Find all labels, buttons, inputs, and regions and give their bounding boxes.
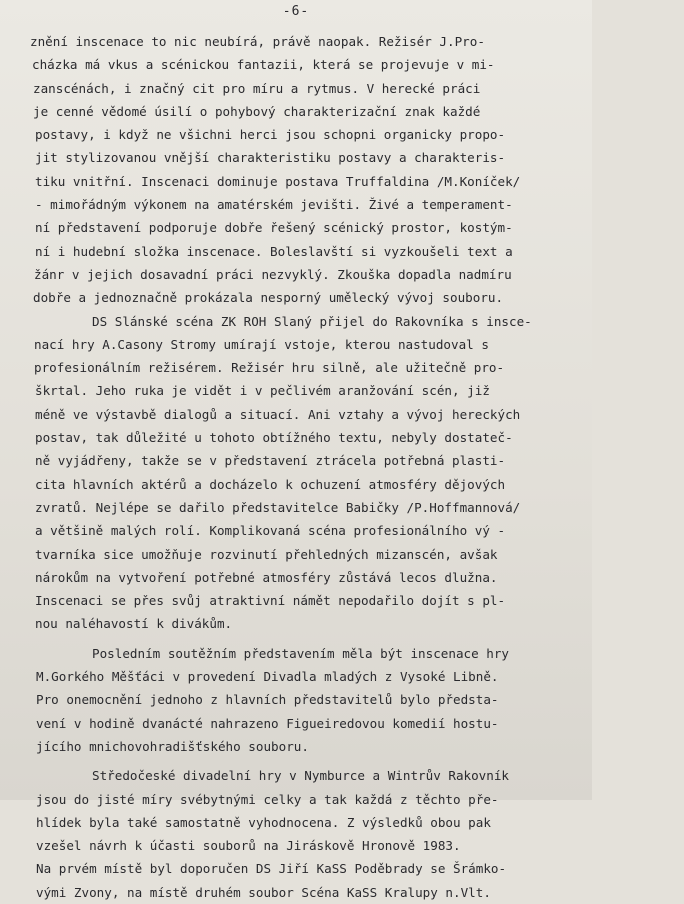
page-number: -6- bbox=[282, 4, 310, 19]
text-line: postav, tak důležité u tohoto obtížného textu, nebyly dostateč- bbox=[35, 430, 513, 446]
text-line: profesionálním režisérem. Režisér hru silně, ale užitečně pro- bbox=[34, 360, 505, 376]
text-line: - mimořádným výkonem na amatérském jevišti. Živé a temperament- bbox=[35, 197, 513, 213]
text-line: cita hlavních aktérů a docházelo k ochuzení atmosféry dějových bbox=[35, 476, 506, 492]
text-line: ní představení podporuje dobře řešený scénický prostor, kostým- bbox=[35, 220, 513, 236]
text-line: nací hry A.Casony Stromy umírají vstoje, kterou nastudoval s bbox=[34, 336, 489, 352]
text-line: cházka má vkus a scénickou fantazii, která se projevuje v mi- bbox=[32, 57, 495, 73]
text-line: Inscenaci se přes svůj atraktivní námět nepodařilo dojít s pl- bbox=[35, 593, 506, 609]
text-line: Pro onemocnění jednoho z hlavních představitelů bylo předsta- bbox=[36, 692, 499, 708]
text-line: hlídek byla také samostatně vyhodnocena. Z výsledků obou pak bbox=[36, 814, 491, 830]
text-line: je cenné vědomé úsilí o pohybový charakterizační znak každé bbox=[33, 103, 481, 119]
text-line: nou naléhavostí k divákům. bbox=[35, 616, 233, 632]
text-line: vými Zvony, na místě druhém soubor Scéna KaSS Kralupy n.Vlt. bbox=[36, 884, 491, 900]
text-line: a většině malých rolí. Komplikovaná scéna profesionálního vý - bbox=[35, 523, 506, 539]
text-line: zvratů. Nejlépe se dařilo představitelce Babičky /P.Hoffmannová/ bbox=[35, 499, 521, 515]
text-line: méně ve výstavbě dialogů a situací. Ani vztahy a vývoj hereckých bbox=[35, 406, 521, 422]
text-line: dobře a jednoznačně prokázala nesporný umělecký vývoj souboru. bbox=[33, 290, 504, 306]
text-body bbox=[0, 30, 592, 904]
text-line: tvarníka sice umožňuje rozvinutí přehledných mizanscén, avšak bbox=[35, 546, 498, 562]
text-line: vzešel návrh k účasti souborů na Jiráskově Hronově 1983. bbox=[36, 838, 461, 854]
text-line: Středočeské divadelní hry v Nymburce a Wintrův Rakovník bbox=[92, 768, 510, 784]
text-line: Na prvém místě byl doporučen DS Jiří KaSS Poděbrady se Šrámko- bbox=[36, 861, 507, 877]
text-line: nárokům na vytvoření potřebné atmosféry zůstává lecos dlužna. bbox=[35, 569, 498, 585]
text-line: zanscénách, i značný cit pro míru a rytmus. V herecké práci bbox=[33, 80, 481, 96]
text-line: jícího mnichovohradišťského souboru. bbox=[36, 738, 309, 754]
text-line: postavy, i když ne všichni herci jsou schopni organicky propo- bbox=[35, 127, 506, 143]
text-line: ně vyjádřeny, takže se v představení ztrácela potřebná plasti- bbox=[35, 453, 506, 469]
text-line: ní i hudební složka inscenace. Boleslavští si vyzkoušeli text a bbox=[35, 243, 513, 259]
text-line: znění inscenace to nic neubírá, právě naopak. Režisér J.Pro- bbox=[30, 34, 485, 49]
text-line: vení v hodině dvanácté nahrazeno Figueiredovou komedií hostu- bbox=[36, 715, 499, 731]
text-line: škrtal. Jeho ruka je vidět i v pečlivém aranžování scén, již bbox=[35, 383, 490, 399]
text-line: Posledním soutěžním představením měla být inscenace hry bbox=[92, 645, 510, 661]
text-line: DS Slánské scéna ZK ROH Slaný přijel do Rakovníka s insce- bbox=[92, 313, 532, 329]
text-line: žánr v jejich dosavadní práci nezvyklý. Zkouška dopadla nadmíru bbox=[34, 266, 512, 282]
text-line: M.Gorkého Měšťáci v provedení Divadla mladých z Vysoké Libně. bbox=[36, 669, 499, 685]
text-line: tiku vnitřní. Inscenaci dominuje postava Truffaldina /M.Koníček/ bbox=[35, 173, 521, 189]
text-line: jsou do jisté míry svébytnými celky a tak každá z těchto pře- bbox=[36, 791, 499, 807]
text-line: jit stylizovanou vnější charakteristiku postavy a charakteris- bbox=[35, 150, 506, 166]
